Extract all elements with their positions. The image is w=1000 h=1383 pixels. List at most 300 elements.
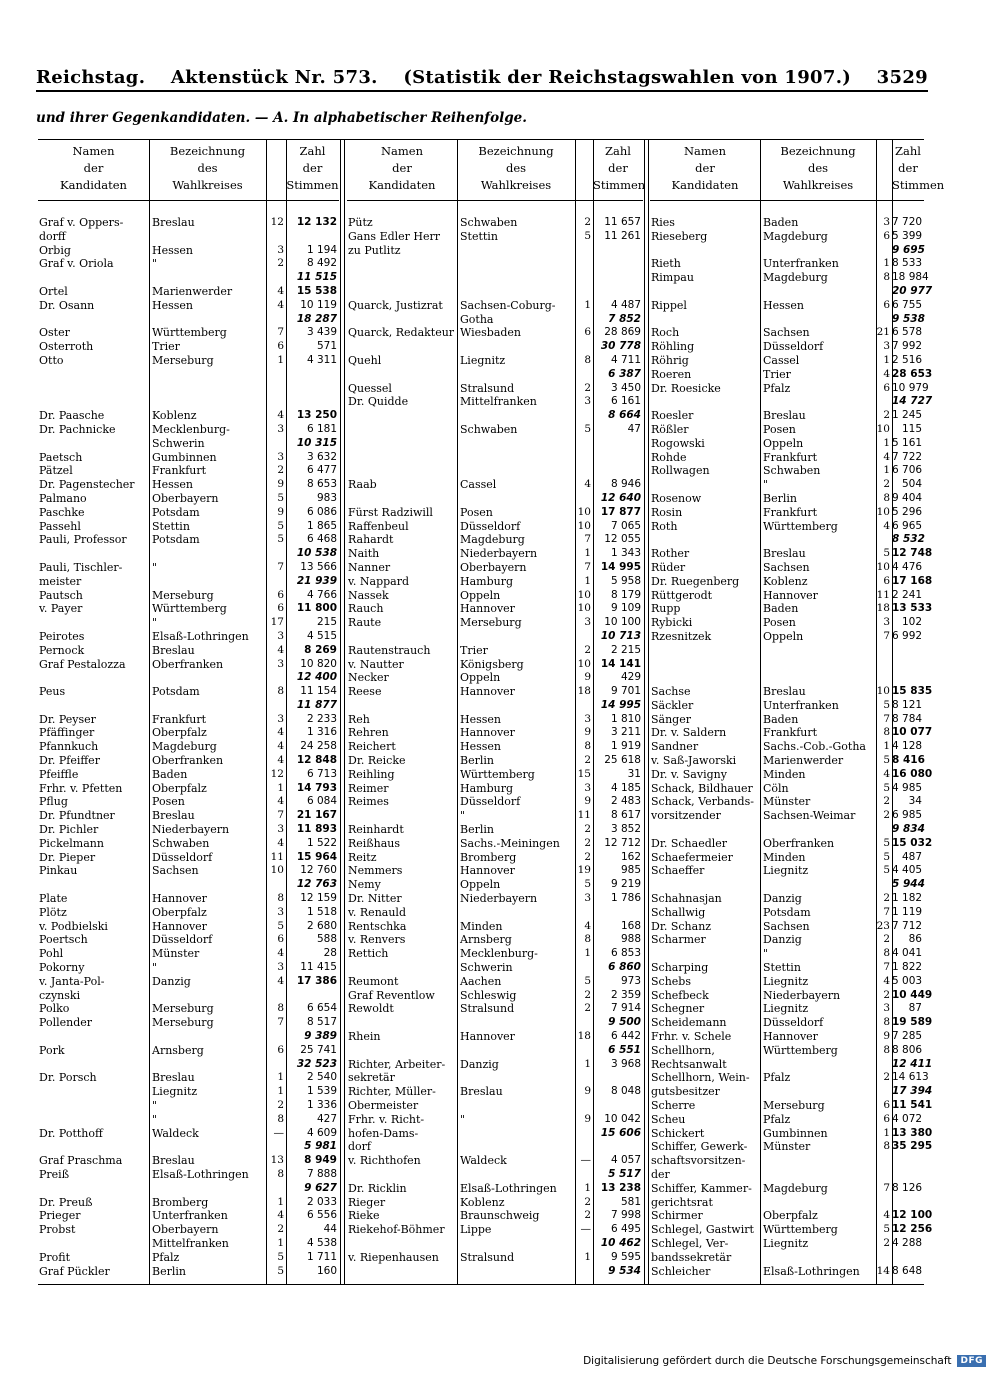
- table-row: [347, 630, 643, 644]
- candidate-name: Rieth: [651, 257, 681, 271]
- wahlkreis-name: Oppeln: [460, 878, 501, 892]
- wahlkreis-name: [149, 395, 266, 409]
- table-row: [347, 906, 643, 920]
- table-row: [650, 823, 924, 837]
- candidate-name: Rybicki: [651, 616, 693, 630]
- wahlkreis-number: 5: [277, 491, 284, 504]
- wahlkreis-number: 9: [584, 726, 591, 739]
- table-row: [347, 1251, 643, 1265]
- wahlkreis-name: [457, 1237, 575, 1251]
- table-row: [650, 1099, 933, 1113]
- wahlkreis-name: Württemberg: [152, 326, 227, 340]
- header-line: Wahlkreises: [172, 178, 243, 192]
- vote-count: 12 712: [604, 836, 641, 849]
- wahlkreis-number: [876, 244, 892, 258]
- wahlkreis-number: 4: [277, 1209, 284, 1222]
- wahlkreis-name: Hamburg: [460, 781, 514, 795]
- wahlkreis-number: 1: [584, 947, 591, 960]
- vote-count: 24 258: [300, 740, 337, 753]
- wahlkreis-number: 8: [277, 892, 284, 905]
- footer: [583, 1355, 986, 1367]
- wahlkreis-name: Hannover: [460, 1030, 515, 1044]
- candidate-name: gutsbesitzer: [651, 1085, 720, 1099]
- vote-count: 8 048: [610, 1085, 641, 1098]
- table-row: [347, 1085, 643, 1099]
- vote-count: 18 287: [296, 312, 337, 325]
- table-row: [347, 1209, 643, 1223]
- wahlkreis-name: Hessen: [152, 243, 193, 257]
- candidate-name: Prieger: [39, 1209, 81, 1223]
- table-row: [650, 547, 933, 561]
- vote-count: 1 810: [610, 712, 641, 725]
- candidate-name: Richter, Arbeiter-: [348, 1057, 446, 1071]
- candidate-name: Raffenbeul: [348, 519, 409, 533]
- wahlkreis-number: [266, 313, 286, 327]
- vote-count: 12 159: [300, 892, 337, 905]
- table-row: [347, 313, 643, 327]
- wahlkreis-name: Münster: [763, 795, 811, 809]
- vote-count: 8 179: [610, 588, 641, 601]
- wahlkreis-name: Minden: [763, 850, 806, 864]
- wahlkreis-name: Liegnitz: [763, 864, 809, 878]
- candidate-name: Fürst Radziwill: [348, 505, 433, 519]
- header-line: Bezeichnung: [780, 144, 856, 158]
- wahlkreis-name: Stettin: [460, 229, 498, 243]
- candidate-name: Reese: [348, 685, 382, 699]
- table-row: [650, 767, 933, 782]
- table-row: [38, 1168, 339, 1182]
- table-row: [650, 864, 924, 878]
- vote-count: 6 654: [306, 1002, 337, 1015]
- wahlkreis-name: Braunschweig: [460, 1209, 540, 1223]
- candidate-name: [347, 699, 457, 713]
- candidate-name: Quarck, Justizrat: [348, 298, 443, 312]
- vote-count: 8 617: [610, 809, 641, 822]
- wahlkreis-number: 7: [883, 961, 890, 974]
- wahlkreis-name: Württemberg: [152, 602, 227, 616]
- wahlkreis-name: [760, 1085, 876, 1099]
- table-row: [650, 451, 924, 465]
- candidate-name: [38, 271, 149, 285]
- table-row: [347, 451, 643, 465]
- wahlkreis-number: 3: [584, 712, 591, 725]
- wahlkreis-name: ": [152, 257, 158, 271]
- wahlkreis-number: 6: [883, 229, 890, 242]
- table-row: [38, 478, 339, 492]
- wahlkreis-name: Berlin: [763, 491, 797, 505]
- candidate-name: Scharping: [651, 961, 709, 975]
- table-row: [38, 1196, 339, 1210]
- table-row: [38, 561, 339, 575]
- table-row: [347, 382, 643, 396]
- wahlkreis-number: 8: [277, 685, 284, 698]
- candidate-name: Quehl: [348, 353, 382, 367]
- wahlkreis-number: 6: [277, 588, 284, 601]
- vote-count: 7 992: [892, 340, 923, 353]
- table-row: [347, 1237, 643, 1251]
- table-row: [38, 244, 339, 258]
- wahlkreis-number: 6: [883, 298, 890, 311]
- wahlkreis-number: [575, 961, 593, 975]
- table-row: [347, 878, 643, 892]
- candidate-name: Rosenow: [651, 491, 702, 505]
- wahlkreis-number: 1: [584, 1250, 591, 1263]
- candidate-name: hofen-Dams-: [348, 1126, 419, 1140]
- table-row: [650, 699, 924, 713]
- wahlkreis-number: [575, 1237, 593, 1251]
- vote-count: 6 992: [892, 629, 923, 642]
- vote-count: 2 483: [610, 795, 641, 808]
- candidate-name: Pätzel: [39, 464, 73, 478]
- vote-count: [892, 671, 924, 685]
- wahlkreis-number: 3: [277, 657, 284, 670]
- wahlkreis-name: [457, 437, 575, 451]
- wahlkreis-name: [760, 878, 876, 892]
- table-row: [650, 395, 933, 409]
- candidate-name: [347, 409, 457, 423]
- table-row: [38, 906, 339, 920]
- candidate-name: Graf Praschma: [39, 1154, 123, 1168]
- wahlkreis-number: 3: [584, 781, 591, 794]
- wahlkreis-name: Danzig: [763, 892, 802, 906]
- vote-count: 11 800: [296, 602, 337, 615]
- candidate-name: meister: [39, 574, 82, 588]
- candidate-name: [347, 1016, 457, 1030]
- candidate-name: Paetsch: [39, 450, 83, 464]
- candidate-name: Dr. Quidde: [348, 395, 409, 409]
- table-row: [347, 699, 643, 713]
- vote-count: [892, 1168, 924, 1182]
- table-row: [650, 299, 924, 313]
- table-row: [347, 589, 643, 603]
- wahlkreis-name: Trier: [460, 643, 488, 657]
- wahlkreis-name: [760, 244, 876, 258]
- wahlkreis-number: [266, 699, 286, 713]
- table-row: [650, 961, 924, 975]
- wahlkreis-number: 1: [584, 298, 591, 311]
- table-row: [650, 878, 924, 892]
- table-row: [347, 740, 643, 754]
- wahlkreis-name: Cassel: [763, 353, 800, 367]
- wahlkreis-number: [266, 230, 286, 244]
- candidate-name: Frhr. v. Pfetten: [39, 781, 123, 795]
- wahlkreis-name: Frankfurt: [152, 712, 207, 726]
- vote-count: 1 316: [306, 726, 337, 739]
- vote-count: 9 538: [892, 312, 925, 325]
- wahlkreis-number: 8: [277, 1002, 284, 1015]
- wahlkreis-number: [575, 368, 593, 382]
- vote-count: 5 981: [304, 1140, 337, 1153]
- wahlkreis-name: [760, 1196, 876, 1210]
- table-row: [38, 285, 339, 299]
- wahlkreis-name: Merseburg: [152, 353, 214, 367]
- candidate-name: Plötz: [39, 905, 67, 919]
- wahlkreis-name: Pfalz: [152, 1250, 180, 1264]
- wahlkreis-name: [149, 547, 266, 561]
- candidate-name: [347, 368, 457, 382]
- table-row: [38, 1085, 339, 1099]
- candidate-name: [347, 451, 457, 465]
- candidate-name: Scheidemann: [651, 1016, 727, 1030]
- vote-count: 6 161: [610, 395, 641, 408]
- vote-count: 5 958: [610, 574, 641, 587]
- wahlkreis-number: 2: [277, 1099, 284, 1111]
- candidate-name: Rosin: [651, 505, 683, 519]
- wahlkreis-name: Liegnitz: [460, 353, 506, 367]
- vote-count: 6 477: [306, 464, 337, 477]
- wahlkreis-number: 1: [584, 574, 591, 587]
- vote-count: 6 442: [610, 1030, 641, 1043]
- vote-count: 6 387: [608, 367, 641, 380]
- candidate-name: gerichtsrat: [651, 1195, 713, 1209]
- wahlkreis-number: [876, 1196, 892, 1210]
- wahlkreis-number: 6: [883, 574, 890, 587]
- candidate-name: Dr. Osann: [39, 298, 95, 312]
- table-row: [650, 1237, 924, 1251]
- vote-count: 7 998: [610, 1209, 641, 1222]
- table-row: [38, 658, 339, 672]
- wahlkreis-number: [876, 533, 892, 547]
- table-row: [347, 506, 643, 520]
- wahlkreis-name: [149, 575, 266, 589]
- vote-count: 10 538: [296, 547, 337, 560]
- wahlkreis-name: Schleswig: [460, 988, 517, 1002]
- vote-count: 2 215: [610, 643, 641, 656]
- table-row: [650, 1209, 933, 1223]
- wahlkreis-number: [575, 257, 593, 271]
- wahlkreis-name: ": [152, 560, 158, 574]
- wahlkreis-number: [575, 437, 593, 451]
- table-row: [38, 920, 339, 934]
- wahlkreis-name: ": [763, 947, 769, 961]
- wahlkreis-number: 10: [876, 422, 890, 435]
- vote-count: 11 893: [296, 823, 337, 836]
- wahlkreis-number: [575, 1099, 593, 1113]
- candidate-name: Roeren: [651, 367, 692, 381]
- candidate-name: [650, 671, 760, 685]
- candidate-name: v. Richthofen: [348, 1154, 421, 1168]
- table-row: [650, 1057, 933, 1072]
- candidate-name: Rüttgerodt: [651, 588, 713, 602]
- candidate-name: Schebs: [651, 974, 691, 988]
- table-row: [38, 1113, 339, 1127]
- wahlkreis-number: [266, 989, 286, 1003]
- candidate-name: [347, 961, 457, 975]
- table-row: [650, 409, 924, 423]
- candidate-name: Scherre: [651, 1099, 696, 1112]
- wahlkreis-name: Frankfurt: [763, 505, 818, 519]
- wahlkreis-number: 10: [577, 657, 591, 670]
- table-row: [38, 1265, 339, 1279]
- candidate-name: Dr. Pichler: [39, 823, 99, 837]
- wahlkreis-name: Breslau: [763, 685, 806, 699]
- candidate-name: Schack, Verbands-: [651, 795, 754, 809]
- wahlkreis-name: Mittelfranken: [152, 1236, 229, 1250]
- vote-count: 6 181: [306, 422, 337, 435]
- wahlkreis-name: Düsseldorf: [460, 795, 521, 809]
- table-row: [38, 975, 339, 989]
- table-row: [38, 1182, 339, 1196]
- vote-count: 11 877: [296, 698, 337, 711]
- table-row: [650, 906, 924, 920]
- table-row: [650, 216, 924, 230]
- wahlkreis-name: [760, 1058, 876, 1072]
- candidate-name: Roesler: [651, 409, 694, 423]
- vote-count: 21 939: [296, 574, 337, 587]
- candidate-name: Reinhardt: [348, 823, 404, 837]
- wahlkreis-number: 8: [883, 1140, 890, 1153]
- vote-count: 1 522: [306, 836, 337, 849]
- candidate-name: Schellhorn, Wein-: [651, 1071, 750, 1085]
- candidate-name: Rechtsanwalt: [651, 1057, 727, 1071]
- wahlkreis-number: 4: [277, 284, 284, 297]
- vote-count: [593, 285, 643, 299]
- vote-count: [286, 382, 339, 396]
- wahlkreis-name: [457, 244, 575, 258]
- vote-count: 8 517: [306, 1016, 337, 1029]
- vote-count: 8 806: [892, 1043, 923, 1056]
- vote-count: 8 949: [304, 1154, 337, 1167]
- page-header: [36, 62, 928, 92]
- wahlkreis-number: 5: [883, 781, 890, 794]
- candidate-name: Dr. Porsch: [39, 1071, 97, 1085]
- vote-count: 9 534: [608, 1264, 641, 1277]
- vote-count: 28: [323, 947, 337, 960]
- candidate-name: [650, 644, 760, 658]
- wahlkreis-number: [876, 1085, 892, 1099]
- wahlkreis-name: Württemberg: [763, 1043, 838, 1057]
- candidate-name: [347, 492, 457, 506]
- wahlkreis-name: Baden: [763, 712, 799, 726]
- table-row: [38, 795, 339, 809]
- vote-count: 4 476: [892, 560, 923, 573]
- candidate-name: Röhling: [651, 340, 695, 354]
- header-name: [38, 140, 149, 200]
- wahlkreis-name: Breslau: [152, 643, 195, 657]
- vote-count: 581: [620, 1195, 641, 1208]
- wahlkreis-name: Königsberg: [460, 657, 524, 671]
- wahlkreis-name: Koblenz: [152, 409, 197, 423]
- candidate-name: Dr. Reicke: [348, 754, 406, 768]
- candidate-name: Pokorny: [39, 961, 85, 975]
- wahlkreis-number: 3: [277, 823, 284, 836]
- vote-count: 14 613: [892, 1071, 929, 1084]
- vote-count: 15 606: [600, 1126, 641, 1139]
- table-row: [38, 354, 339, 368]
- candidate-name: Pautsch: [39, 588, 83, 602]
- vote-count: 5 399: [892, 229, 923, 242]
- wahlkreis-name: Arnsberg: [460, 933, 512, 947]
- vote-count: 11 515: [296, 271, 337, 284]
- wahlkreis-name: Hannover: [460, 726, 515, 740]
- candidate-name: v. Nautter: [348, 657, 404, 671]
- table-row: [650, 1196, 924, 1210]
- wahlkreis-name: Berlin: [460, 754, 494, 768]
- candidate-name: Rother: [651, 547, 690, 561]
- candidate-name: Rieger: [348, 1195, 386, 1209]
- table-row: [347, 961, 643, 975]
- wahlkreis-number: [266, 1182, 286, 1196]
- table-row: [38, 837, 339, 851]
- candidate-name: Probst: [39, 1223, 76, 1237]
- candidate-name: v. Renauld: [348, 905, 406, 919]
- wahlkreis-name: Oppeln: [460, 588, 501, 602]
- wahlkreis-number: 10: [577, 588, 591, 601]
- wahlkreis-number: [266, 671, 286, 685]
- vote-count: 47: [627, 422, 641, 435]
- candidate-name: [347, 1265, 457, 1279]
- wahlkreis-name: Sachsen: [152, 864, 199, 878]
- table-row: [38, 713, 339, 727]
- vote-count: 2 680: [306, 919, 337, 932]
- table-row: [38, 685, 339, 699]
- wahlkreis-name: Württemberg: [763, 519, 838, 533]
- wahlkreis-number: 2: [277, 464, 284, 477]
- wahlkreis-name: Hessen: [460, 740, 501, 754]
- wahlkreis-number: 3: [277, 243, 284, 256]
- wahlkreis-name: Oberpfalz: [152, 905, 207, 919]
- wahlkreis-name: Hannover: [460, 864, 515, 878]
- table-row: [650, 1085, 933, 1099]
- vote-count: 6 556: [306, 1209, 337, 1222]
- candidate-name: [650, 244, 760, 258]
- wahlkreis-name: Danzig: [152, 974, 191, 988]
- candidate-name: Raab: [348, 478, 377, 492]
- candidate-name: Dr. v. Saldern: [651, 726, 727, 740]
- candidate-name: Roth: [651, 519, 678, 533]
- header-wahlkreis-nr: [266, 140, 286, 200]
- table-row: [347, 851, 643, 865]
- wahlkreis-number: 2: [883, 795, 890, 808]
- candidate-name: Oster: [39, 326, 70, 340]
- vote-count: 6 084: [306, 795, 337, 808]
- wahlkreis-name: Lippe: [460, 1223, 492, 1237]
- table-row: [38, 547, 339, 561]
- vote-count: 1 865: [306, 519, 337, 532]
- candidate-name: [347, 464, 457, 478]
- candidate-name: [347, 313, 457, 327]
- wahlkreis-number: 11: [270, 850, 284, 863]
- vote-count: [286, 230, 339, 244]
- candidate-name: [347, 1044, 457, 1058]
- wahlkreis-name: Trier: [763, 367, 791, 381]
- table-row: [650, 1030, 924, 1044]
- wahlkreis-number: 4: [584, 919, 591, 932]
- wahlkreis-number: 2: [883, 1071, 890, 1084]
- candidate-name: Reimer: [348, 781, 389, 795]
- table-row: [38, 423, 339, 437]
- wahlkreis-number: 8: [277, 1167, 284, 1180]
- candidate-name: Dr. Roesicke: [651, 381, 721, 395]
- wahlkreis-name: ": [460, 809, 466, 823]
- wahlkreis-name: Düsseldorf: [763, 340, 824, 354]
- vote-count: 7 852: [608, 312, 641, 325]
- table-row: [38, 933, 339, 947]
- vote-count: 10 979: [892, 381, 929, 394]
- header-line: Wahlkreises: [480, 178, 552, 192]
- vote-count: [593, 1140, 643, 1154]
- vote-count: 8 532: [892, 533, 925, 546]
- candidate-name: v. Riepenhausen: [348, 1250, 439, 1264]
- wahlkreis-number: 7: [277, 1016, 284, 1029]
- wahlkreis-number: 18: [876, 602, 890, 615]
- wahlkreis-name: [149, 1140, 266, 1154]
- wahlkreis-name: Breslau: [152, 216, 195, 229]
- wahlkreis-name: Sachsen: [763, 919, 810, 933]
- table-block-3: [650, 140, 945, 1284]
- wahlkreis-number: [575, 285, 593, 299]
- table-row: [347, 230, 643, 244]
